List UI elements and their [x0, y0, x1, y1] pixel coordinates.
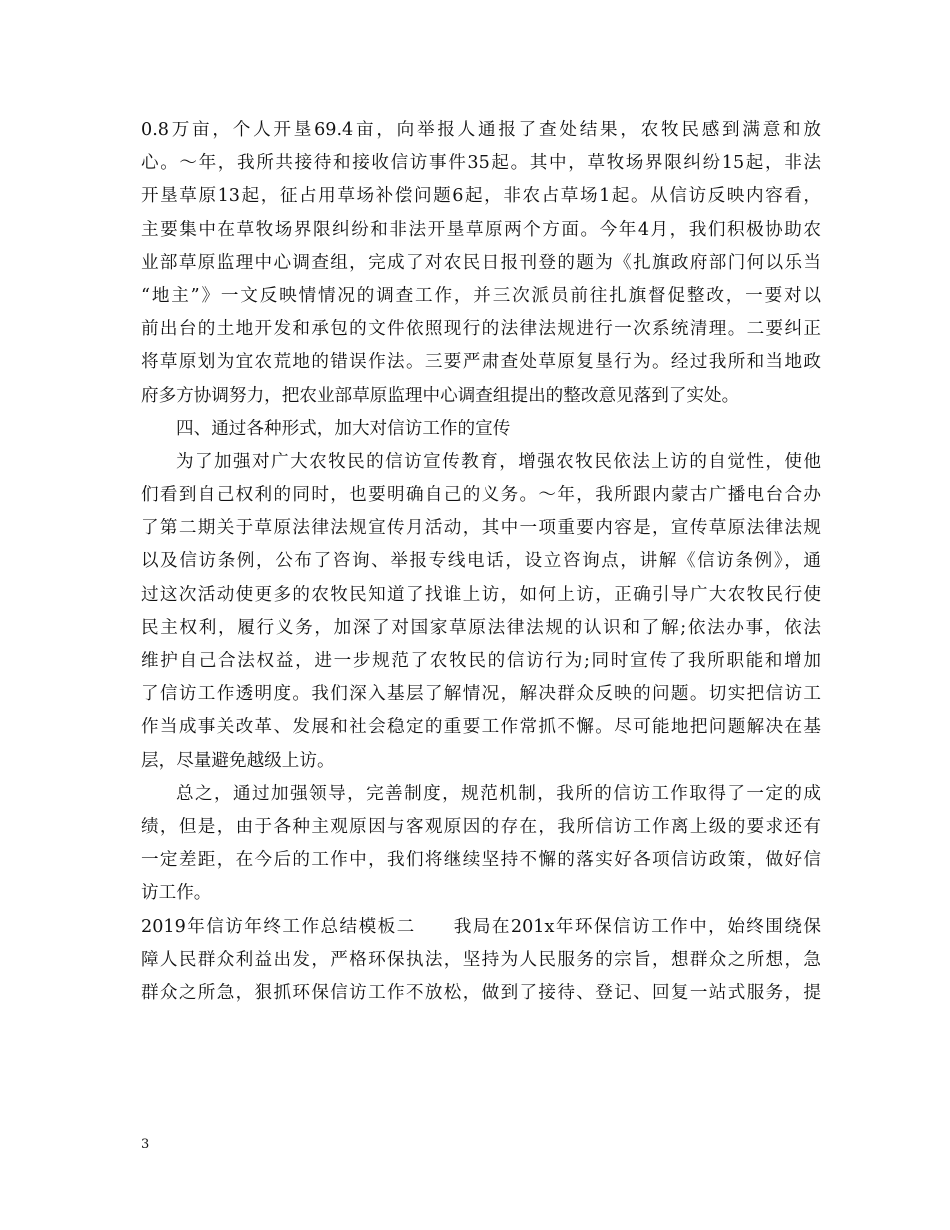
text-line: 群众之所急，狠抓环保信访工作不放松，做到了接待、登记、回复一站式服务，提: [141, 982, 821, 1003]
text-line: 过这次活动使更多的农牧民知道了找谁上访，如何上访，正确引导广大农牧民行使: [141, 584, 821, 605]
text-line: 2019年信访年终工作总结模板二 我局在201x年环保信访工作中，始终围绕保: [141, 916, 821, 937]
text-line: 为了加强对广大农牧民的信访宣传教育，增强农牧民依法上访的自觉性，使他: [176, 451, 821, 472]
section-heading: 四、通过各种形式，加大对信访工作的宣传: [176, 418, 511, 439]
body-text: [141, 114, 821, 1010]
text-line: 层，尽量避免越级上访。: [141, 750, 335, 771]
text-line: 维护自己合法权益，进一步规范了农牧民的信访行为;同时宣传了我所职能和增加: [141, 651, 821, 671]
text-line: “地主”》一文反映情情况的调查工作，并三次派员前往扎旗督促整改，一要对以: [141, 285, 821, 306]
text-line: 障人民群众利益出发，严格环保执法，坚持为人民服务的宗旨，想群众之所想，急: [141, 949, 821, 970]
text-line: 绩，但是，由于各种主观原因与客观原因的存在，我所信访工作离上级的要求还有: [141, 816, 821, 837]
text-line: 0.8万亩，个人开垦69.4亩，向举报人通报了查处结果，农牧民感到满意和放: [141, 120, 821, 140]
text-line: 了第二期关于草原法律法规宣传月活动，其中一项重要内容是，宣传草原法律法规: [141, 518, 821, 539]
text-line: 了信访工作透明度。我们深入基层了解情况，解决群众反映的问题。切实把信访工: [141, 684, 821, 705]
text-line: 访工作。: [141, 883, 212, 904]
text-line: 以及信访条例，公布了咨询、举报专线电话，设立咨询点，讲解《信访条例》，通: [141, 551, 821, 572]
text-line: 总之，通过加强领导，完善制度，规范机制，我所的信访工作取得了一定的成: [176, 783, 821, 804]
text-line: 业部草原监理中心调查组，完成了对农民日报刊登的题为《扎旗政府部门何以乐当: [141, 252, 821, 273]
page-number: 3: [141, 1137, 150, 1152]
text-line: 作当成事关改革、发展和社会稳定的重要工作常抓不懈。尽可能地把问题解决在基: [141, 717, 821, 738]
text-line: 府多方协调努力，把农业部草原监理中心调查组提出的整改意见落到了实处。: [141, 385, 740, 406]
text-line: 开垦草原13起，征占用草场补偿问题6起，非农占草场1起。从信访反映内容看，: [141, 186, 821, 207]
text-line: 一定差距，在今后的工作中，我们将继续坚持不懈的落实好各项信访政策，做好信: [141, 850, 821, 871]
text-line: 民主权利，履行义务，加深了对国家草原法律法规的认识和了解;依法办事，依法: [141, 617, 821, 638]
text-line: 们看到自己权利的同时，也要明确自己的义务。～年，我所跟内蒙古广播电台合办: [141, 485, 821, 506]
text-line: 主要集中在草牧场界限纠纷和非法开垦草原两个方面。今年4月，我们积极协助农: [141, 219, 821, 240]
text-line: 将草原划为宜农荒地的错误作法。三要严肃查处草原复垦行为。经过我所和当地政: [141, 352, 821, 373]
text-line: 心。～年，我所共接待和接收信访事件35起。其中，草牧场界限纠纷15起，非法: [141, 153, 821, 174]
text-line: 前出台的土地开发和承包的文件依照现行的法律法规进行一次系统清理。二要纠正: [141, 319, 821, 340]
